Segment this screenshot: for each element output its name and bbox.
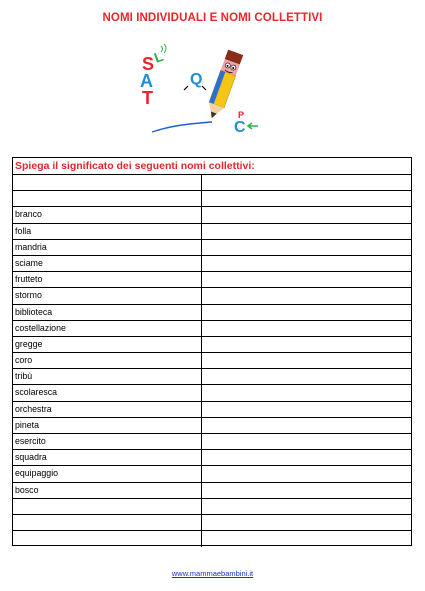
answer-cell[interactable]	[202, 175, 411, 190]
answer-cell[interactable]	[202, 337, 411, 352]
answer-cell[interactable]	[202, 207, 411, 222]
table-row	[13, 224, 411, 240]
page-title: NOMI INDIVIDUALI E NOMI COLLETTIVI	[102, 12, 323, 24]
table-row	[13, 191, 411, 207]
table-row	[13, 515, 411, 531]
noun-cell: frutteto	[13, 272, 202, 287]
noun-cell: squadra	[13, 450, 202, 465]
table-row	[13, 321, 411, 337]
table-row	[13, 175, 411, 191]
table-row	[13, 207, 411, 223]
answer-cell[interactable]	[202, 369, 411, 384]
noun-cell: branco	[13, 207, 202, 222]
answer-cell[interactable]	[202, 321, 411, 336]
answer-cell[interactable]	[202, 272, 411, 287]
answer-cell[interactable]	[202, 191, 411, 206]
answer-cell[interactable]	[202, 240, 411, 255]
noun-cell	[13, 191, 202, 206]
table-row	[13, 353, 411, 369]
answer-cell[interactable]	[202, 466, 411, 481]
answer-cell[interactable]	[202, 450, 411, 465]
svg-text:T: T	[142, 88, 153, 108]
noun-cell: gregge	[13, 337, 202, 352]
answer-cell[interactable]	[202, 515, 411, 530]
noun-cell	[13, 499, 202, 514]
svg-text:P: P	[238, 110, 245, 120]
noun-cell: biblioteca	[13, 305, 202, 320]
table-row	[13, 450, 411, 466]
answer-cell[interactable]	[202, 483, 411, 498]
answer-cell[interactable]	[202, 256, 411, 271]
worksheet-instruction: Spiega il significato dei seguenti nomi collettivi:	[13, 158, 411, 175]
noun-cell	[13, 531, 202, 547]
svg-text:C: C	[234, 119, 246, 136]
table-row	[13, 499, 411, 515]
table-row	[13, 256, 411, 272]
noun-cell: coro	[13, 353, 202, 368]
worksheet-rows	[13, 175, 411, 547]
answer-cell[interactable]	[202, 224, 411, 239]
answer-cell[interactable]	[202, 385, 411, 400]
noun-cell: mandria	[13, 240, 202, 255]
noun-cell: bosco	[13, 483, 202, 498]
answer-cell[interactable]	[202, 418, 411, 433]
collective-nouns-worksheet	[12, 157, 412, 546]
answer-cell[interactable]	[202, 402, 411, 417]
table-row	[13, 466, 411, 482]
table-row	[13, 531, 411, 547]
svg-text:A: A	[140, 71, 153, 91]
answer-cell[interactable]	[202, 499, 411, 514]
table-row	[13, 385, 411, 401]
noun-cell	[13, 515, 202, 530]
svg-text:S: S	[142, 54, 155, 74]
answer-cell[interactable]	[202, 305, 411, 320]
table-row	[13, 434, 411, 450]
answer-cell[interactable]	[202, 288, 411, 303]
noun-cell: scolaresca	[13, 385, 202, 400]
table-row	[13, 402, 411, 418]
table-row	[13, 240, 411, 256]
svg-text:L: L	[151, 47, 166, 66]
noun-cell: sciame	[13, 256, 202, 271]
table-row	[13, 288, 411, 304]
noun-cell: orchestra	[13, 402, 202, 417]
answer-cell[interactable]	[202, 353, 411, 368]
noun-cell	[13, 175, 202, 190]
footer-link[interactable]: www.mammaebambini.it	[171, 569, 254, 578]
noun-cell: equipaggio	[13, 466, 202, 481]
answer-cell[interactable]	[202, 434, 411, 449]
answer-cell[interactable]	[202, 531, 411, 547]
noun-cell: pineta	[13, 418, 202, 433]
table-row	[13, 305, 411, 321]
pencil-with-letters-icon	[130, 40, 280, 140]
svg-text:Q: Q	[190, 71, 203, 88]
table-row	[13, 337, 411, 353]
noun-cell: esercito	[13, 434, 202, 449]
noun-cell: tribù	[13, 369, 202, 384]
noun-cell: costellazione	[13, 321, 202, 336]
table-row	[13, 369, 411, 385]
table-row	[13, 418, 411, 434]
noun-cell: folla	[13, 224, 202, 239]
noun-cell: stormo	[13, 288, 202, 303]
table-row	[13, 483, 411, 499]
table-row	[13, 272, 411, 288]
